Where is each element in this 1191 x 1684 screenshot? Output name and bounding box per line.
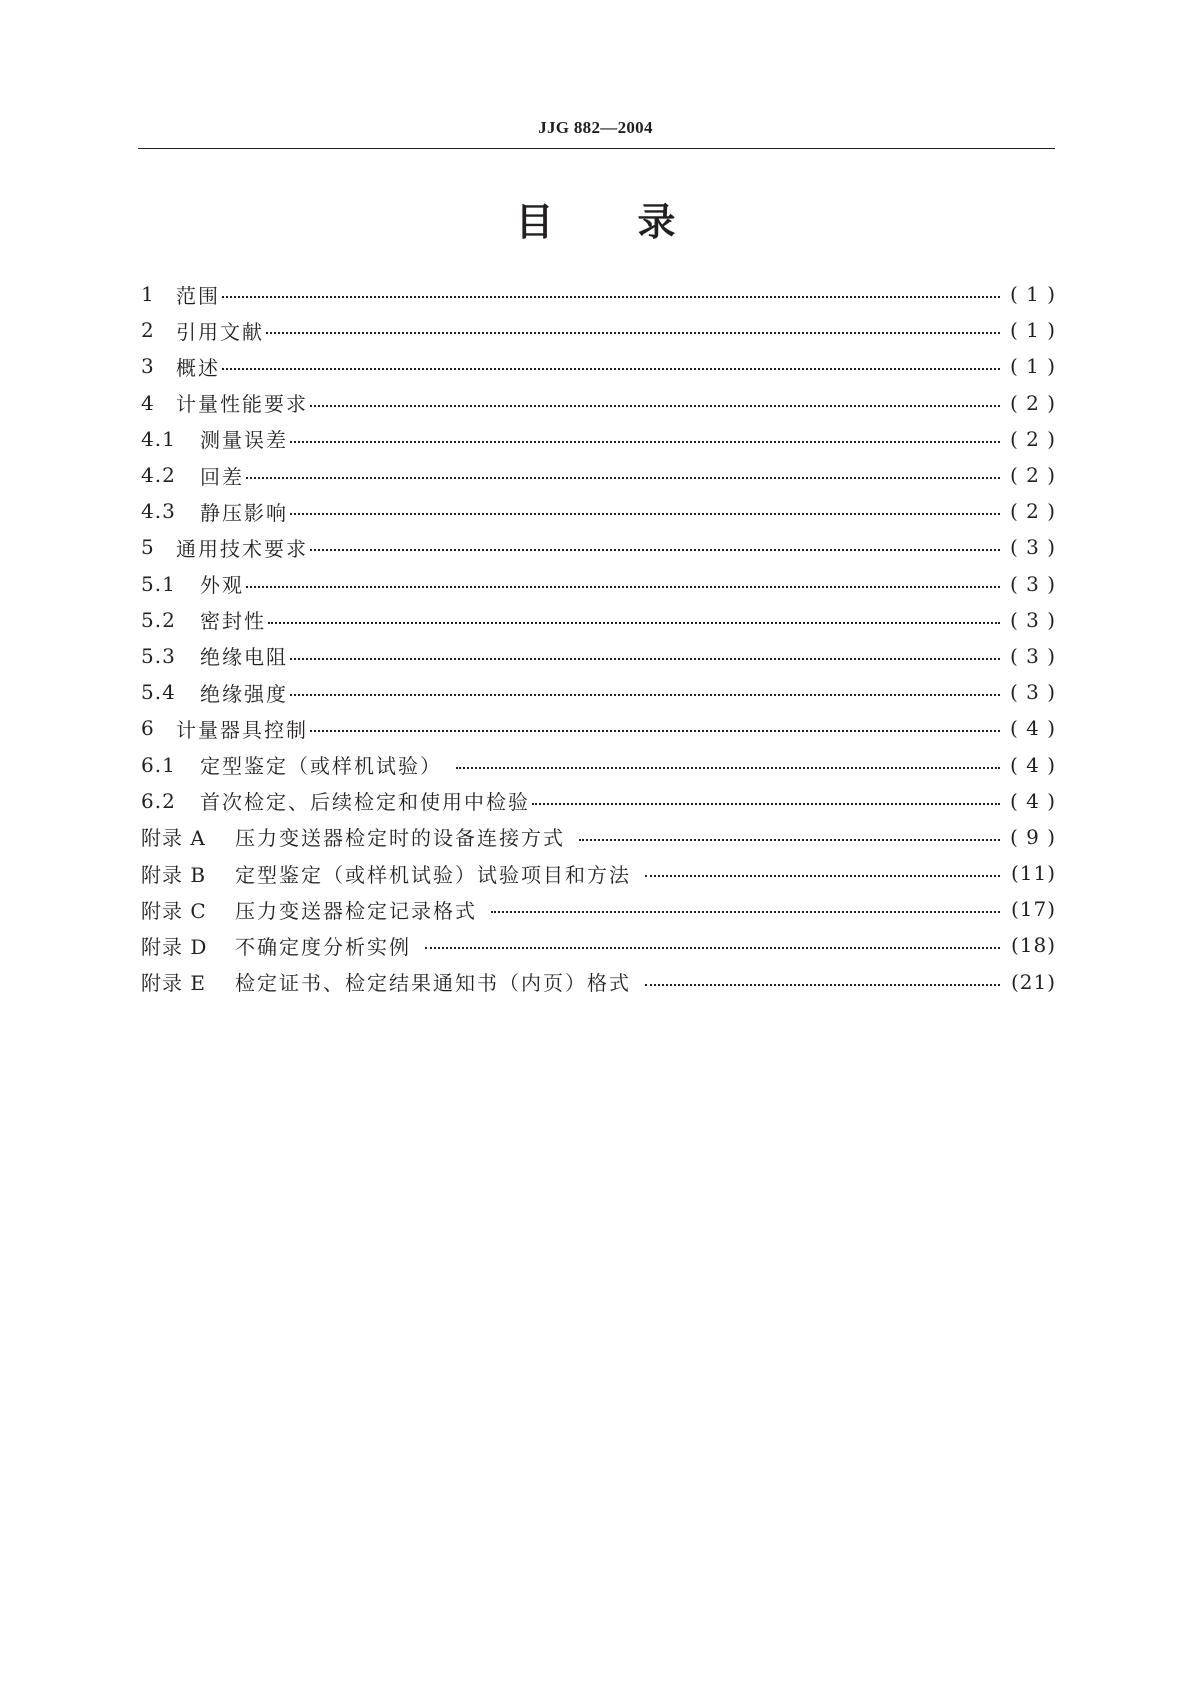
toc-entry-label: 密封性 bbox=[200, 609, 266, 634]
toc-entry-page: ( 3 ) bbox=[1009, 535, 1056, 560]
toc-dot-leader bbox=[456, 755, 1000, 775]
toc-entry-label: 压力变送器检定时的设备连接方式 bbox=[235, 826, 565, 851]
toc-entry-page: ( 1 ) bbox=[1009, 318, 1056, 343]
toc-entry[interactable] bbox=[141, 602, 1056, 638]
toc-entry-page: (21) bbox=[1010, 969, 1056, 994]
toc-entry-number: 5.3 bbox=[141, 643, 176, 668]
toc-entry-label: 测量误差 bbox=[200, 428, 288, 453]
toc-dot-leader bbox=[290, 682, 1000, 702]
toc-entry-label: 回差 bbox=[200, 464, 244, 489]
toc-entry[interactable] bbox=[141, 964, 1056, 1000]
toc-dot-leader bbox=[246, 465, 1000, 485]
toc-dot-leader bbox=[222, 284, 1000, 304]
toc-title-char-1: 目 bbox=[515, 200, 554, 244]
toc-entry-number: 4 bbox=[141, 390, 155, 415]
toc-entry-page: ( 3 ) bbox=[1009, 680, 1056, 705]
toc-dot-leader bbox=[532, 791, 1000, 811]
toc-dot-leader bbox=[491, 899, 1000, 919]
toc-entry-number: 6 bbox=[141, 716, 155, 741]
toc-entry-label: 绝缘电阻 bbox=[200, 645, 288, 670]
toc-entry[interactable] bbox=[141, 276, 1056, 312]
document-code-header: JJG 882—2004 bbox=[538, 118, 653, 137]
toc-dot-leader bbox=[222, 356, 1000, 376]
toc-entry-number: 3 bbox=[141, 354, 155, 379]
toc-entry-page: (11) bbox=[1010, 861, 1056, 886]
toc-entry-page: ( 2 ) bbox=[1009, 499, 1056, 524]
toc-entry-number: 1 bbox=[141, 282, 155, 307]
toc-entry-number: 5.4 bbox=[141, 680, 176, 705]
toc-entry-number: 5 bbox=[141, 535, 155, 560]
toc-dot-leader bbox=[266, 320, 1000, 340]
toc-entry-number: 6.2 bbox=[141, 788, 176, 813]
toc-dot-leader bbox=[290, 646, 1000, 666]
toc-entry-page: (17) bbox=[1010, 897, 1056, 922]
toc-dot-leader bbox=[310, 718, 1000, 738]
toc-entry-label: 定型鉴定（或样机试验） bbox=[200, 754, 442, 779]
toc-entry-label: 检定证书、检定结果通知书（内页）格式 bbox=[235, 971, 631, 996]
toc-entry-label: 通用技术要求 bbox=[176, 536, 308, 561]
toc-entry[interactable] bbox=[141, 927, 1056, 963]
toc-entry[interactable] bbox=[141, 819, 1056, 855]
toc-dot-leader bbox=[645, 863, 1000, 883]
toc-entry-label: 计量器具控制 bbox=[176, 717, 308, 742]
toc-entry-label: 引用文献 bbox=[176, 319, 264, 344]
toc-entry-number: 附录 C bbox=[141, 898, 207, 923]
toc-entry-label: 概述 bbox=[176, 355, 220, 380]
toc-entry-label: 不确定度分析实例 bbox=[235, 934, 411, 959]
toc-dot-leader bbox=[290, 501, 1000, 521]
toc-entry[interactable] bbox=[141, 421, 1056, 457]
toc-entry-page: ( 4 ) bbox=[1009, 788, 1056, 813]
toc-entry-page: ( 4 ) bbox=[1009, 716, 1056, 741]
toc-dot-leader bbox=[310, 537, 1000, 557]
toc-dot-leader bbox=[246, 574, 1000, 594]
toc-entry-page: ( 2 ) bbox=[1009, 426, 1056, 451]
toc-entry[interactable] bbox=[141, 566, 1056, 602]
toc-entry-label: 计量性能要求 bbox=[176, 392, 308, 417]
toc-entry-page: ( 3 ) bbox=[1009, 643, 1056, 668]
toc-entry-page: ( 4 ) bbox=[1009, 752, 1056, 777]
toc-entry-number: 附录 E bbox=[141, 971, 206, 996]
toc-entry[interactable] bbox=[141, 457, 1056, 493]
toc-dot-leader bbox=[310, 393, 1000, 413]
toc-entry-number: 5.2 bbox=[141, 607, 176, 632]
toc-entry-number: 4.3 bbox=[141, 499, 176, 524]
toc-entry[interactable] bbox=[141, 312, 1056, 348]
toc-entry[interactable] bbox=[141, 674, 1056, 710]
toc-entry[interactable] bbox=[141, 385, 1056, 421]
toc-entry[interactable] bbox=[141, 746, 1056, 782]
toc-entry[interactable] bbox=[141, 348, 1056, 384]
toc-entry[interactable] bbox=[141, 493, 1056, 529]
toc-entry-page: ( 9 ) bbox=[1009, 824, 1056, 849]
toc-entry-page: (18) bbox=[1010, 933, 1056, 958]
toc-entry-number: 6.1 bbox=[141, 752, 176, 777]
toc-dot-leader bbox=[290, 429, 1000, 449]
toc-dot-leader bbox=[645, 972, 1000, 992]
toc-dot-leader bbox=[268, 610, 1000, 630]
toc-entry-page: ( 2 ) bbox=[1009, 463, 1056, 488]
toc-entry-label: 绝缘强度 bbox=[200, 681, 288, 706]
toc-entry-page: ( 1 ) bbox=[1009, 282, 1056, 307]
toc-entry[interactable] bbox=[141, 710, 1056, 746]
toc-entry-number: 附录 A bbox=[141, 826, 206, 851]
toc-entry[interactable] bbox=[141, 855, 1056, 891]
toc-entry-label: 静压影响 bbox=[200, 500, 288, 525]
toc-dot-leader bbox=[425, 935, 1000, 955]
toc-entry-label: 外观 bbox=[200, 573, 244, 598]
toc-entry-number: 4.1 bbox=[141, 426, 176, 451]
toc-entry-number: 附录 D bbox=[141, 934, 208, 959]
toc-title-char-2: 录 bbox=[637, 200, 676, 244]
toc-entry-number: 附录 B bbox=[141, 862, 207, 887]
toc-dot-leader bbox=[579, 827, 1000, 847]
toc-entry-label: 定型鉴定（或样机试验）试验项目和方法 bbox=[235, 862, 631, 887]
toc-entry-page: ( 1 ) bbox=[1009, 354, 1056, 379]
toc-entry-number: 4.2 bbox=[141, 463, 176, 488]
toc-title bbox=[0, 198, 1191, 246]
table-of-contents bbox=[141, 276, 1056, 1000]
toc-entry[interactable] bbox=[141, 891, 1056, 927]
toc-entry-page: ( 2 ) bbox=[1009, 390, 1056, 415]
toc-entry-number: 2 bbox=[141, 318, 155, 343]
toc-entry-number: 5.1 bbox=[141, 571, 176, 596]
toc-entry[interactable] bbox=[141, 529, 1056, 565]
toc-entry-label: 压力变送器检定记录格式 bbox=[235, 898, 477, 923]
toc-entry-page: ( 3 ) bbox=[1009, 571, 1056, 596]
toc-entry[interactable] bbox=[141, 783, 1056, 819]
toc-entry[interactable] bbox=[141, 638, 1056, 674]
header-divider bbox=[138, 148, 1055, 149]
toc-entry-page: ( 3 ) bbox=[1009, 607, 1056, 632]
toc-entry-label: 范围 bbox=[176, 283, 220, 308]
toc-entry-label: 首次检定、后续检定和使用中检验 bbox=[200, 790, 530, 815]
